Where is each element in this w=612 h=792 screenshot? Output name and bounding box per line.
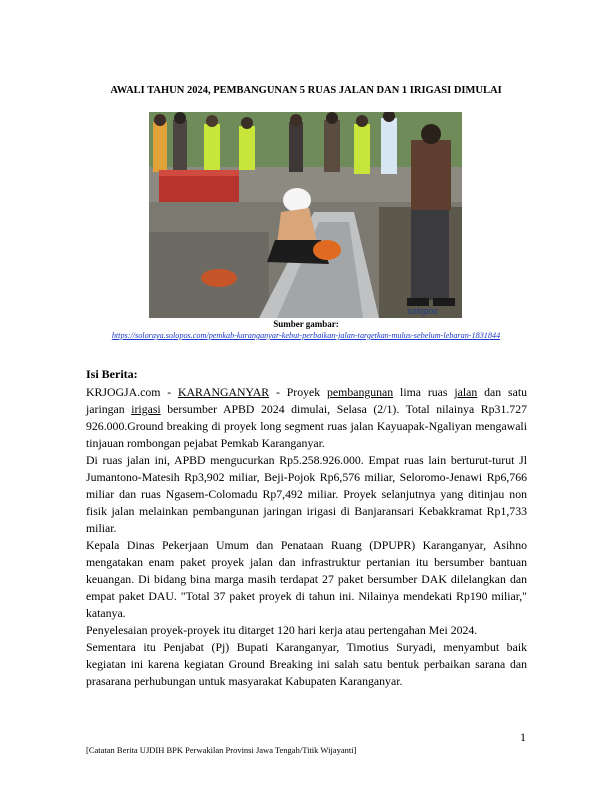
photo-table xyxy=(159,174,239,202)
paragraph-2: Di ruas jalan ini, APBD mengucurkan Rp5.258.926.000. Empat ruas lain berturut-turut Jl Jumantono-Matesih Rp3,902 miliar, Beji-Pojok Rp6,576 miliar, Seloromo-Jenawi Rp6,766 miliar dan ruas Ngasem-Colomadu Rp7,492 miliar. Proyek selanjutnya yang ditinjau non fisik jalan melainkan pembangunan jaringan irigasi di Banjaransari Kebakkramat Rp1,733 miliar. xyxy=(86,453,527,535)
photo-man-standing xyxy=(407,124,455,306)
photo-watermark: solopos xyxy=(407,306,439,316)
keyword-pembangunan-link[interactable]: pembangunan xyxy=(327,385,394,399)
paragraph-3: Kepala Dinas Pekerjaan Umum dan Penataan Ruang (DPUPR) Karanganyar, Asihno mengatakan enam paket proyek jalan dan infrastruktur pertanian itu bersumber bantuan keuangan. Di bidang bina marga masih terdapat 27 paket bersumber DAK dilelangkan dan empat paket DAU. "Total 37 paket proyek di tahun ini. Nilainya mendekati Rp190 miliar," katanya. xyxy=(86,538,527,620)
paragraph-4: Penyelesaian proyek-proyek itu ditarget 120 hari kerja atau pertengahan Mei 2024. xyxy=(86,623,478,637)
paragraph-1: KRJOGJA.com - KARANGANYAR - Proyek pembangunan lima ruas jalan dan satu jaringan irigasi bersumber APBD 2024 dimulai, Selasa (2/1). Total nilainya Rp31.727 926.000.Ground breaking di proyek long segment ruas jalan Kayuapak-Ngaliyan mengawali tinjauan rombongan pejabat Pemkab Karanganyar. xyxy=(86,385,528,450)
footer-note: [Catatan Berita UJDIH BPK Perwakilan Provinsi Jawa Tengah/Titik Wijayanti] xyxy=(86,745,357,755)
photo-illustration xyxy=(149,112,462,318)
groundbreaking-photo xyxy=(149,112,462,318)
source-link[interactable]: https://soloraya.solopos.com/pemkab-karanganyar-kebut-perbaikan-jalan-targetkan-mulus-sebelum-lebaran-1831844 xyxy=(111,331,501,340)
caption-label: Sumber gambar: xyxy=(273,319,339,329)
article-body xyxy=(86,384,527,690)
photo-bowl xyxy=(201,269,237,287)
keyword-jalan-link[interactable]: jalan xyxy=(454,385,478,399)
article-title: AWALI TAHUN 2024, PEMBANGUNAN 5 RUAS JALAN DAN 1 IRIGASI DIMULAI xyxy=(110,85,502,96)
page-number: 1 xyxy=(520,730,526,744)
location-link[interactable]: KARANGANYAR xyxy=(178,385,270,399)
paragraph-5: Sementara itu Penjabat (Pj) Bupati Karanganyar, Timotius Suryadi, menyambut baik kegiatan ini karena kegiatan Ground Breaking ini salah satu bentuk perbaikan sarana dan prasarana perhubungan untuk masyarakat Kabupaten Karanganyar. xyxy=(86,640,527,688)
source-name: KRJOGJA.com xyxy=(86,385,161,399)
keyword-irigasi-link[interactable]: irigasi xyxy=(131,402,161,416)
section-label: Isi Berita: xyxy=(86,367,138,381)
photo-orange-bucket xyxy=(313,240,341,260)
